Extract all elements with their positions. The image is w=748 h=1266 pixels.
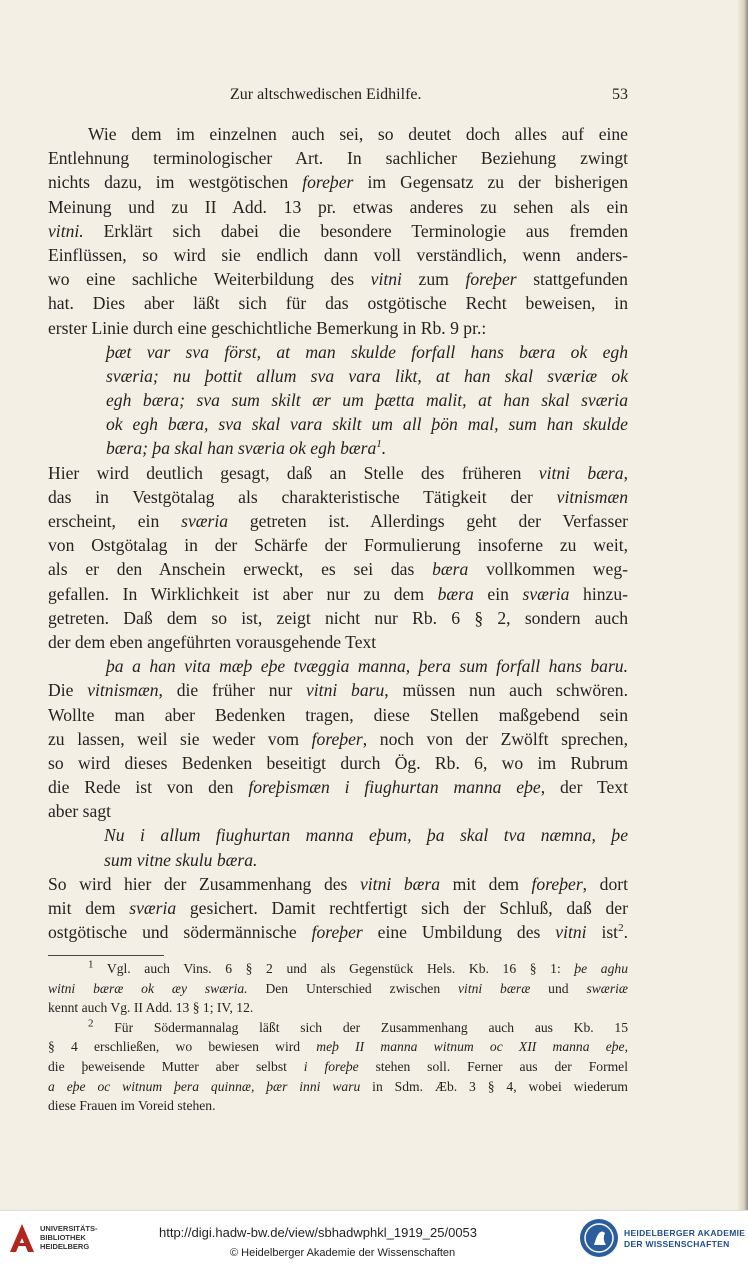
text-line: mit dem sværia gesichert. Damit rechtfertigt sich der Schluß, daß der [48, 898, 628, 918]
running-header [48, 86, 628, 108]
text-line: die Rede ist von den foreþismæn i fiughurtan manna eþe, der Text [48, 777, 628, 798]
footnote-line: $^2$ Für Södermannalag läßt sich der Zusammenhang auch aus Kb. 15 [88, 1017, 628, 1035]
academy-seal-icon [578, 1217, 620, 1259]
text-line: der dem eben angeführten vorausgehende Text [48, 631, 377, 652]
footnote-line: $^1$ Vgl. auch Vins. 6 § 2 und als Gegenstück Hels. Kb. 16 § 1: þe aghu [88, 958, 628, 976]
text-line: gefallen. In Wirklichkeit ist aber nur zu dem bæra ein sværia hinzu- [48, 583, 628, 604]
text-line: getreten. Daß dem so ist, zeigt nicht nur Rb. 6 § 2, sondern auch [48, 607, 628, 628]
footnotes [48, 959, 628, 1116]
text-line: ok egh bæra, sva skal vara skilt um all þön mal, sum han skulde [106, 414, 628, 435]
footnote-line: a eþe oc witnum þera quinnæ, þær inni waru in Sdm. Æb. 3 § 4, wobei wiederum [48, 1078, 628, 1094]
text-line: þæt var sva först, at man skulde forfall hans bæra ok egh [106, 341, 628, 362]
text-line: Die vitnismæn, die früher nur vitni baru, müssen nun auch schwören. [48, 680, 628, 701]
text-line: Wie dem im einzelnen auch sei, so deutet doch alles auf eine [88, 124, 628, 144]
permalink-url[interactable]: http://digi.hadw-bw.de/view/sbhadwphkl_1919_25/0053 [159, 1225, 478, 1240]
text-line: erscheint, ein sværia getreten ist. Allerdings geht der Verfasser [48, 511, 628, 531]
text-line: vitni. Erklärt sich dabei die besondere Terminologie aus fremden [48, 220, 628, 241]
text-line: Meinung und zu II Add. 13 pr. etwas anderes zu sehen als ein [48, 196, 628, 217]
page-number: 53 [612, 86, 628, 103]
footnote-rule [48, 955, 164, 956]
text-line: bæra; þa skal han sværia ok egh bæra$^1$. [106, 438, 387, 459]
text-line: Einflüssen, so wird sie endlich dann voll verständlich, wenn anders- [48, 244, 628, 265]
library-name: UNIVERSITÄTS- BIBLIOTHEK HEIDELBERG [40, 1224, 98, 1251]
text-line: von Ostgötalag in der Schärfe der Formulierung insoferne zu weit, [48, 535, 628, 556]
text-line: Wollte man aber Bedenken tragen, diese Stellen maßgebend sein [48, 704, 628, 725]
text-line: þa a han vita mæþ eþe tvæggia manna, þera sum forfall hans baru. [106, 656, 628, 677]
text-line: nichts dazu, im westgötischen foreþer im Gegensatz zu der bisherigen [48, 172, 628, 193]
text-line: So wird hier der Zusammenhang des vitni bæra mit dem foreþer, dort [48, 873, 628, 894]
footnote-line: kennt auch Vg. II Add. 13 § 1; IV, 12. [48, 1000, 254, 1016]
viewer-footer [0, 1210, 748, 1266]
text-line: egh bæra; sva sum skilt ær um þætta malit, at han skal sværia [106, 390, 628, 411]
copyright-notice: © Heidelberger Akademie der Wissenschaften [230, 1247, 456, 1259]
footnote-line: die þeweisende Mutter aber selbst i foreþe stehen soll. Ferner aus der Formel [48, 1058, 628, 1074]
library-logo-icon [8, 1221, 36, 1255]
running-title: Zur altschwedischen Eidhilfe. [230, 86, 422, 103]
page-edge [738, 0, 748, 1210]
text-line: sværia; nu þottit allum sva vara likt, at han skal sværiæ ok [106, 365, 628, 386]
body-text [48, 122, 628, 944]
footnote-line: diese Frauen im Voreid stehen. [48, 1098, 216, 1114]
text-line: Entlehnung terminologischer Art. In sachlicher Beziehung zwingt [48, 148, 628, 169]
text-line: wo eine sachliche Weiterbildung des vitni zum foreþer stattgefunden [48, 269, 628, 290]
text-line: zu lassen, weil sie weder vom foreþer, noch von der Zwölft sprechen, [48, 728, 628, 749]
text-line: erster Linie durch eine geschichtliche Bemerkung in Rb. 9 pr.: [48, 317, 487, 338]
footnote-line: § 4 erschließen, wo bewiesen wird meþ II manna witnum oc XII manna eþe, [48, 1039, 628, 1055]
footnote-line: witni bæræ ok æy swæria. Den Unterschied zwischen vitni bæræ und swæriæ [48, 980, 628, 996]
text-line: so wird dieses Bedenken beseitigt durch Ög. Rb. 6, wo im Rubrum [48, 752, 628, 773]
text-line: aber sagt [48, 801, 112, 822]
text-line: hat. Dies aber läßt sich für das ostgötische Recht beweisen, in [48, 293, 628, 314]
text-line: ostgötische und södermännische foreþer eine Umbildung des vitni ist$^2$. [48, 922, 628, 943]
text-line: Hier wird deutlich gesagt, daß an Stelle des früheren vitni bæra, [48, 462, 628, 483]
text-line: Nu i allum fiughurtan manna eþum, þa skal tva næmna, þe [104, 825, 628, 846]
text-line: das in Vestgötalag als charakteristische Tätigkeit der vitnismæn [48, 486, 628, 507]
text-line: als er den Anschein erweckt, es sei das bæra vollkommen weg- [48, 559, 628, 580]
academy-name: HEIDELBERGER AKADEMIE DER WISSENSCHAFTEN [624, 1228, 746, 1249]
text-line: sum vitne skulu bæra. [104, 849, 258, 870]
